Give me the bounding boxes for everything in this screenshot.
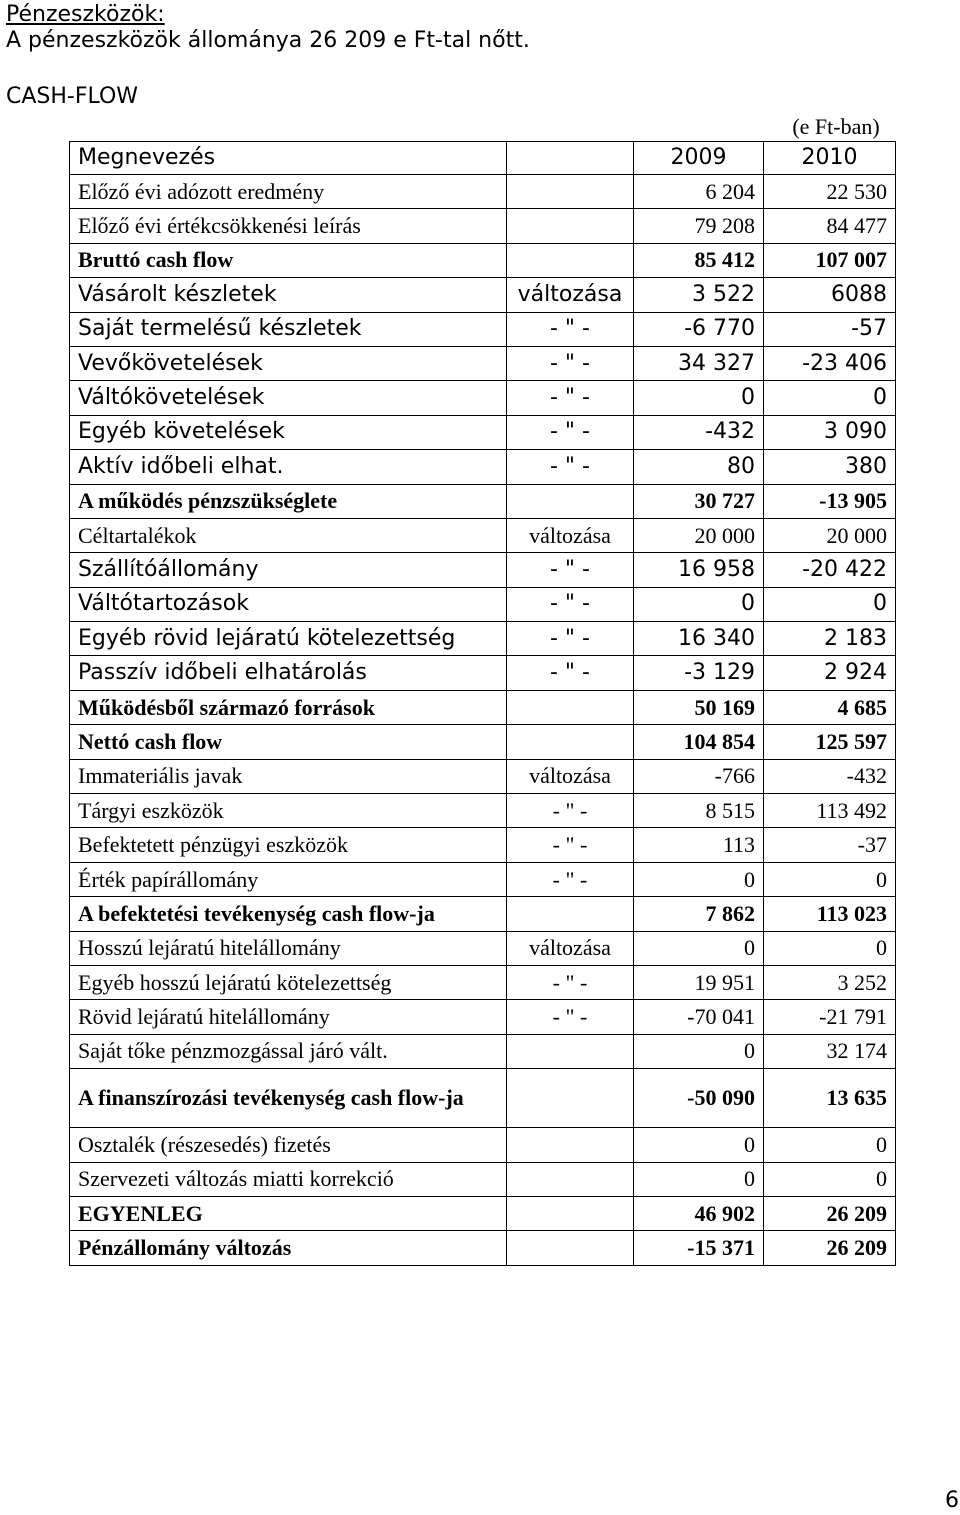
row-value-2010: 3 090 xyxy=(764,415,896,449)
row-change: - " - xyxy=(507,794,634,828)
row-name: Szállítóállomány xyxy=(70,553,507,587)
row-change: - " - xyxy=(507,1000,634,1034)
table-row xyxy=(70,518,896,552)
intro-text: A pénzeszközök állománya 26 209 e Ft-tal nőtt. xyxy=(6,28,530,53)
row-change: - " - xyxy=(507,312,634,346)
table-row-subtotal xyxy=(70,1069,896,1128)
table-row xyxy=(70,278,896,312)
row-value-2009: 0 xyxy=(634,381,764,415)
row-value-2009: 16 340 xyxy=(634,622,764,656)
row-change: - " - xyxy=(507,656,634,690)
row-value-2009: 79 208 xyxy=(634,209,764,243)
row-change: - " - xyxy=(507,381,634,415)
row-value-2010: 13 635 xyxy=(764,1069,896,1128)
section-heading: Pénzeszközök: xyxy=(6,2,165,27)
row-change: - " - xyxy=(507,828,634,862)
row-value-2009: -70 041 xyxy=(634,1000,764,1034)
row-value-2009: -15 371 xyxy=(634,1231,764,1265)
row-name: Egyéb rövid lejáratú kötelezettség xyxy=(70,622,507,656)
row-value-2010: 0 xyxy=(764,931,896,965)
row-name: Előző évi adózott eredmény xyxy=(70,175,507,209)
row-name: Aktív időbeli elhat. xyxy=(70,450,507,484)
row-value-2010: 26 209 xyxy=(764,1231,896,1265)
row-change: változása xyxy=(507,518,634,552)
table-row xyxy=(70,759,896,793)
row-name: Céltartalékok xyxy=(70,518,507,552)
row-value-2010: 0 xyxy=(764,381,896,415)
row-name: Működésből származó források xyxy=(70,690,507,724)
row-value-2009: 0 xyxy=(634,1162,764,1196)
row-change xyxy=(507,1196,634,1230)
row-value-2009: 113 xyxy=(634,828,764,862)
table-row xyxy=(70,656,896,690)
row-value-2009: 19 951 xyxy=(634,965,764,999)
row-name: Váltótartozások xyxy=(70,587,507,621)
row-value-2010: 22 530 xyxy=(764,175,896,209)
row-value-2010: 125 597 xyxy=(764,725,896,759)
row-change: - " - xyxy=(507,965,634,999)
row-change xyxy=(507,1231,634,1265)
row-value-2009: 0 xyxy=(634,1128,764,1162)
row-change xyxy=(507,175,634,209)
row-value-2010: 84 477 xyxy=(764,209,896,243)
table-row xyxy=(70,1162,896,1196)
row-change xyxy=(507,690,634,724)
row-name: Saját tőke pénzmozgással járó vált. xyxy=(70,1034,507,1068)
row-value-2010: 20 000 xyxy=(764,518,896,552)
table-row xyxy=(70,1000,896,1034)
row-value-2010: -20 422 xyxy=(764,553,896,587)
row-change xyxy=(507,897,634,931)
row-value-2010: 0 xyxy=(764,587,896,621)
row-value-2009: -3 129 xyxy=(634,656,764,690)
row-change: változása xyxy=(507,759,634,793)
row-value-2009: 34 327 xyxy=(634,346,764,380)
row-change: - " - xyxy=(507,862,634,896)
cash-flow-title: CASH-FLOW xyxy=(6,84,139,109)
table-row xyxy=(70,209,896,243)
row-value-2009: -6 770 xyxy=(634,312,764,346)
row-value-2010: 0 xyxy=(764,1128,896,1162)
row-value-2009: 104 854 xyxy=(634,725,764,759)
row-value-2009: 0 xyxy=(634,862,764,896)
row-change xyxy=(507,209,634,243)
row-change xyxy=(507,1162,634,1196)
table-row xyxy=(70,862,896,896)
table-row xyxy=(70,346,896,380)
row-value-2009: 0 xyxy=(634,1034,764,1068)
row-value-2010: -23 406 xyxy=(764,346,896,380)
row-change: változása xyxy=(507,931,634,965)
row-value-2009: -432 xyxy=(634,415,764,449)
row-value-2009: 16 958 xyxy=(634,553,764,587)
column-header-name: Megnevezés xyxy=(70,142,507,175)
column-header-change xyxy=(507,142,634,175)
table-row xyxy=(70,381,896,415)
row-value-2010: 107 007 xyxy=(764,243,896,277)
row-value-2010: 2 924 xyxy=(764,656,896,690)
table-row xyxy=(70,931,896,965)
row-change: - " - xyxy=(507,553,634,587)
table-row xyxy=(70,175,896,209)
table-row xyxy=(70,1128,896,1162)
row-change xyxy=(507,1034,634,1068)
row-value-2010: -13 905 xyxy=(764,484,896,518)
row-change xyxy=(507,243,634,277)
row-value-2010: -21 791 xyxy=(764,1000,896,1034)
row-value-2010: 26 209 xyxy=(764,1196,896,1230)
table-row-subtotal xyxy=(70,897,896,931)
row-value-2010: 3 252 xyxy=(764,965,896,999)
row-change: - " - xyxy=(507,415,634,449)
row-value-2009: 7 862 xyxy=(634,897,764,931)
table-row xyxy=(70,587,896,621)
row-name: Saját termelésű készletek xyxy=(70,312,507,346)
row-value-2010: 0 xyxy=(764,1162,896,1196)
row-value-2009: 0 xyxy=(634,587,764,621)
table-row xyxy=(70,965,896,999)
table-row xyxy=(70,794,896,828)
row-change xyxy=(507,725,634,759)
cash-flow-table xyxy=(69,141,896,1266)
row-value-2010: -432 xyxy=(764,759,896,793)
row-name: Immateriális javak xyxy=(70,759,507,793)
row-change xyxy=(507,1069,634,1128)
row-name: Egyéb hosszú lejáratú kötelezettség xyxy=(70,965,507,999)
row-change: - " - xyxy=(507,346,634,380)
row-change: - " - xyxy=(507,587,634,621)
row-value-2009: 3 522 xyxy=(634,278,764,312)
row-name: Tárgyi eszközök xyxy=(70,794,507,828)
row-value-2009: 80 xyxy=(634,450,764,484)
row-value-2010: 113 023 xyxy=(764,897,896,931)
row-value-2009: 85 412 xyxy=(634,243,764,277)
row-value-2010: 380 xyxy=(764,450,896,484)
table-row xyxy=(70,828,896,862)
column-header-2009: 2009 xyxy=(634,142,764,175)
row-value-2010: 2 183 xyxy=(764,622,896,656)
row-name: Osztalék (részesedés) fizetés xyxy=(70,1128,507,1162)
row-name: A működés pénzszükséglete xyxy=(70,484,507,518)
row-value-2010: 6088 xyxy=(764,278,896,312)
row-value-2009: 30 727 xyxy=(634,484,764,518)
row-value-2009: 0 xyxy=(634,931,764,965)
row-value-2010: 113 492 xyxy=(764,794,896,828)
row-value-2009: 50 169 xyxy=(634,690,764,724)
row-name: Bruttó cash flow xyxy=(70,243,507,277)
table-row xyxy=(70,312,896,346)
table-row-total xyxy=(70,1196,896,1230)
row-value-2009: 46 902 xyxy=(634,1196,764,1230)
row-value-2010: 4 685 xyxy=(764,690,896,724)
row-change: - " - xyxy=(507,622,634,656)
row-value-2009: 20 000 xyxy=(634,518,764,552)
row-name: Érték papírállomány xyxy=(70,862,507,896)
table-row-total xyxy=(70,1231,896,1265)
table-header-row xyxy=(70,142,896,175)
row-name: Váltókövetelések xyxy=(70,381,507,415)
row-value-2010: -37 xyxy=(764,828,896,862)
row-name: Befektetett pénzügyi eszközök xyxy=(70,828,507,862)
row-value-2009: -766 xyxy=(634,759,764,793)
row-change xyxy=(507,484,634,518)
row-change xyxy=(507,1128,634,1162)
row-name: Vásárolt készletek xyxy=(70,278,507,312)
row-name: Előző évi értékcsökkenési leírás xyxy=(70,209,507,243)
row-name: Vevőkövetelések xyxy=(70,346,507,380)
row-name: Rövid lejáratú hitelállomány xyxy=(70,1000,507,1034)
table-row-subtotal xyxy=(70,484,896,518)
row-name: Passzív időbeli elhatárolás xyxy=(70,656,507,690)
row-name: Hosszú lejáratú hitelállomány xyxy=(70,931,507,965)
row-name: Egyéb követelések xyxy=(70,415,507,449)
row-name: EGYENLEG xyxy=(70,1196,507,1230)
row-value-2010: 32 174 xyxy=(764,1034,896,1068)
unit-note: (e Ft-ban) xyxy=(792,114,880,139)
table-row-subtotal xyxy=(70,690,896,724)
row-name: Szervezeti változás miatti korrekció xyxy=(70,1162,507,1196)
table-row xyxy=(70,415,896,449)
table-row xyxy=(70,1034,896,1068)
row-name: Pénzállomány változás xyxy=(70,1231,507,1265)
row-value-2010: 0 xyxy=(764,862,896,896)
row-value-2009: 8 515 xyxy=(634,794,764,828)
row-change: változása xyxy=(507,278,634,312)
table-row xyxy=(70,450,896,484)
page-number: 6 xyxy=(945,1488,959,1513)
table-row xyxy=(70,553,896,587)
row-name: A finanszírozási tevékenység cash flow-ja xyxy=(70,1069,507,1128)
table-row xyxy=(70,622,896,656)
row-value-2009: 6 204 xyxy=(634,175,764,209)
table-row-subtotal xyxy=(70,725,896,759)
row-value-2010: -57 xyxy=(764,312,896,346)
column-header-2010: 2010 xyxy=(764,142,896,175)
row-name: A befektetési tevékenység cash flow-ja xyxy=(70,897,507,931)
row-change: - " - xyxy=(507,450,634,484)
row-value-2009: -50 090 xyxy=(634,1069,764,1128)
table-row-subtotal xyxy=(70,243,896,277)
row-name: Nettó cash flow xyxy=(70,725,507,759)
